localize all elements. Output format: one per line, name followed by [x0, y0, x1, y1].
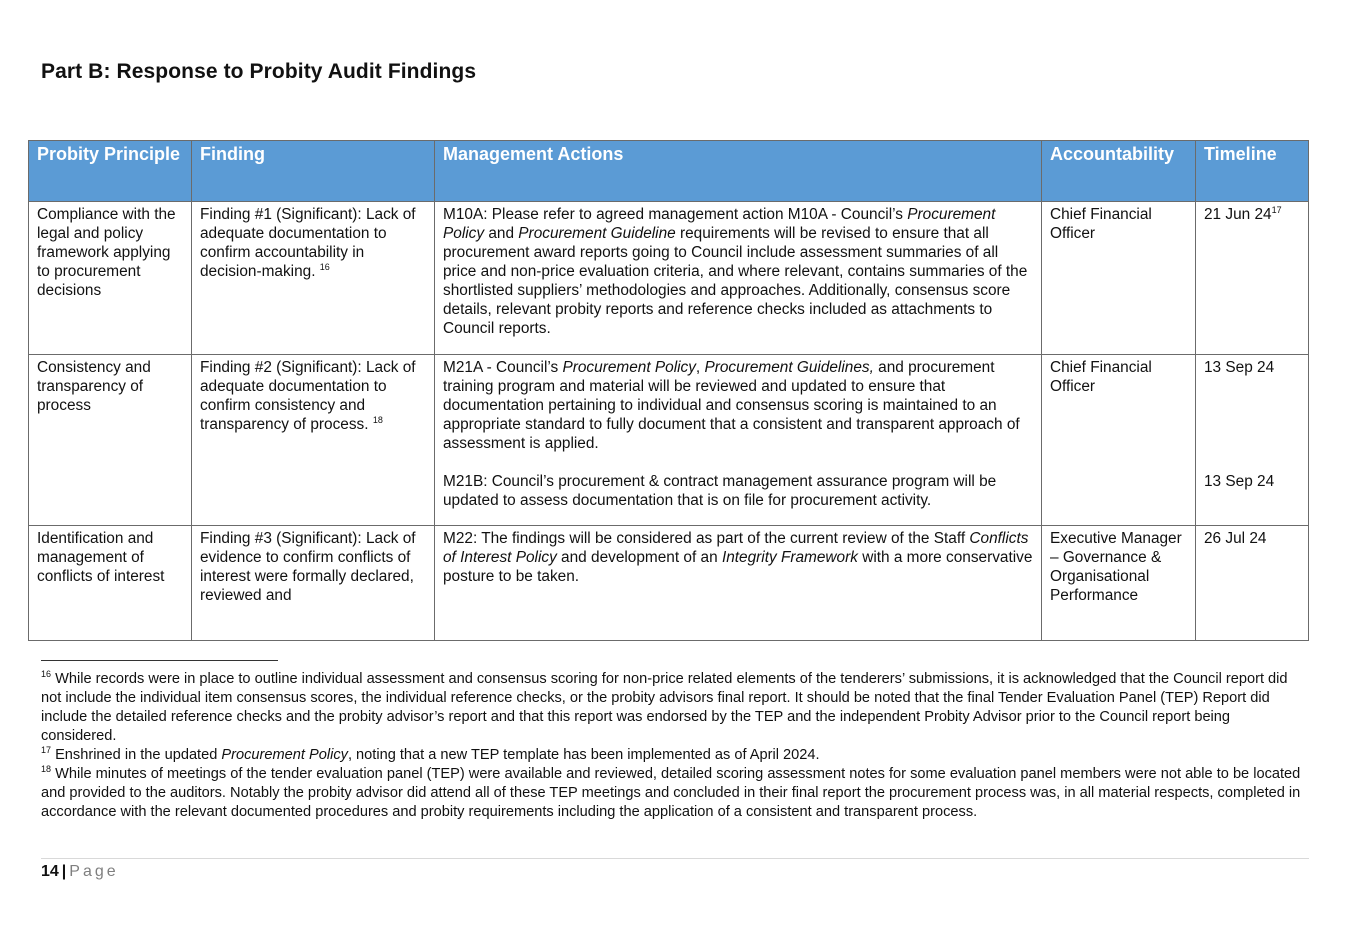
timeline-cell	[1196, 355, 1309, 526]
management-actions-cell	[435, 526, 1042, 641]
principle-cell: Compliance with the legal and policy framework applying to procurement decisions	[29, 202, 192, 355]
page-separator: |	[61, 863, 67, 880]
principle-cell: Identification and management of conflicts of interest	[29, 526, 192, 641]
action-text: and procurement training program and material will be reviewed and updated to ensure that documentation pertaining to individual and consensus scoring is maintained to an appropriate standard to fully document that a consistent and transparent approach of assessment is applied.	[443, 359, 1020, 452]
page-footer	[41, 862, 119, 882]
footnote-text: While records were in place to outline individual assessment and consensus scoring for non-price related elements of the tenderers’ submissions, it is acknowledged that the Council report did not include the individual item consensus scores, the individual reference checks, or the probity advisors final report. It should be noted that the final Tender Evaluation Panel (TEP) Report did include the detailed reference checks and the probity advisor’s report and that this report was endorsed by the TEP and the independent Probity Advisor prior to the Council report being considered.	[41, 671, 1288, 744]
policy-name: Conflicts of Interest Policy	[443, 530, 1029, 566]
management-actions-cell	[435, 202, 1042, 355]
header-management-actions: Management Actions	[435, 141, 1042, 202]
action-text: requirements will be revised to ensure that all procurement award reports going to Council include assessment summaries of all price and non-price evaluation criteria, and where relevant, contains summaries of the shortlisted suppliers’ methodologies and approaches. Additionally, consensus score details, relevant probity reports and reference checks included as attachments to Council reports.	[443, 225, 1028, 337]
footnote-16	[41, 670, 1307, 746]
policy-name: Procurement Policy	[443, 206, 996, 242]
header-timeline: Timeline	[1196, 141, 1309, 202]
policy-name: Procurement Policy	[562, 359, 696, 376]
table-row	[29, 202, 1309, 355]
policy-name: Procurement Guideline	[518, 225, 676, 242]
action-m21b: M21B: Council’s procurement & contract management assurance program will be updated to assess documentation that is on file for procurement activity.	[443, 473, 997, 509]
table-header-row	[29, 141, 1309, 202]
footnote-18	[41, 765, 1307, 822]
header-finding: Finding	[192, 141, 435, 202]
finding-cell	[192, 355, 435, 526]
footnote-separator	[41, 660, 278, 661]
accountability-cell: Executive Manager – Governance & Organisational Performance	[1042, 526, 1196, 641]
timeline-cell	[1196, 202, 1309, 355]
action-text: ,	[695, 359, 705, 376]
footnote-number: 16	[41, 669, 52, 680]
action-m21a	[443, 358, 1033, 453]
action-text: and	[484, 225, 519, 242]
footnote-text: While minutes of meetings of the tender evaluation panel (TEP) were available and reviewed, detailed scoring assessment notes for some evaluation panel members were not able to be located and provided to the auditors. Notably the probity advisor did attend all of these TEP meetings and concluded in their final report the procurement process was, in all material respects, completed in accordance with the relevant documented procedures and probity requirements including the application of a consistent and transparent process.	[41, 766, 1301, 820]
footnote-ref: 18	[372, 414, 383, 425]
policy-name: Integrity Framework	[721, 549, 858, 566]
management-actions-cell	[435, 355, 1042, 526]
page-label: Page	[69, 863, 119, 880]
timeline-date: 21 Jun 24	[1204, 206, 1272, 223]
footnote-ref: 16	[319, 261, 330, 272]
footer-divider	[41, 858, 1309, 859]
accountability-cell: Chief Financial Officer	[1042, 355, 1196, 526]
timeline-cell: 26 Jul 24	[1196, 526, 1309, 641]
probity-findings-table	[28, 140, 1309, 641]
paragraph-gap	[443, 453, 1033, 472]
timeline-date-second: 13 Sep 24	[1204, 473, 1275, 490]
timeline-date: 13 Sep 24	[1204, 359, 1275, 376]
footnote-17	[41, 746, 1307, 765]
footnote-number: 18	[41, 764, 52, 775]
footnote-ref: 17	[1271, 204, 1282, 215]
finding-text: Finding #1 (Significant): Lack of adequate documentation to confirm accountability in decision-making.	[200, 206, 416, 280]
finding-cell	[192, 202, 435, 355]
action-text: M21A - Council’s	[443, 359, 563, 376]
finding-text: Finding #2 (Significant): Lack of adequate documentation to confirm consistency and transparency of process.	[200, 359, 416, 433]
footnote-text: Enshrined in the updated	[51, 747, 222, 763]
footnotes	[41, 670, 1307, 822]
finding-cell: Finding #3 (Significant): Lack of evidence to confirm conflicts of interest were formally declared, reviewed and	[192, 526, 435, 641]
principle-cell: Consistency and transparency of process	[29, 355, 192, 526]
action-text: M22: The findings will be considered as part of the current review of the Staff	[443, 530, 970, 547]
policy-name: Procurement Policy	[221, 747, 348, 763]
header-accountability: Accountability	[1042, 141, 1196, 202]
table-row	[29, 355, 1309, 526]
header-probity-principle: Probity Principle	[29, 141, 192, 202]
footnote-number: 17	[41, 745, 52, 756]
accountability-cell: Chief Financial Officer	[1042, 202, 1196, 355]
table-row	[29, 526, 1309, 641]
page-number: 14	[41, 863, 59, 880]
action-text: with a more conservative posture to be taken.	[443, 549, 1033, 585]
action-text: M10A: Please refer to agreed management action M10A - Council’s	[443, 206, 908, 223]
action-text: and development of an	[556, 549, 722, 566]
page-title: Part B: Response to Probity Audit Findings	[41, 60, 477, 83]
footnote-text: , noting that a new TEP template has been implemented as of April 2024.	[347, 747, 820, 763]
policy-name: Procurement Guidelines,	[704, 359, 874, 376]
